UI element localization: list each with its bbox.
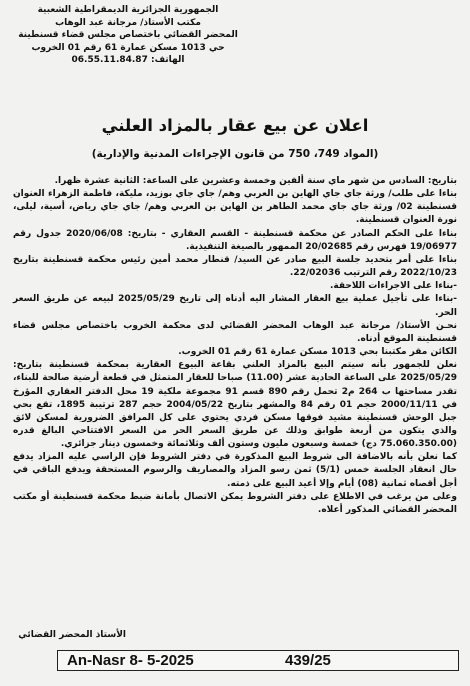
body-paragraph-payment-terms: كما نعلن بأنه بالاضافة الى شروط البيع المذكورة في دفتر الشروط فإن الراسي عليه المزاد يدفع حال انعقاد الجلسة خمس (5/1) ثمن رسو المزاد والمصاريف والرسوم المستحقة ويدفع الباقي في أجل أقصاه ثمانية (08) أيام وإلا أعيد البيع على ذمته.	[13, 452, 457, 489]
publication-name-date: An-Nasr 8- 5-2025	[67, 652, 194, 669]
header-address: حي 1013 مسكن عمارة 61 رقم 01 الخروب	[31, 42, 225, 53]
body-paragraph-request: بناءا على طلب/ ورثة جاي جاي الهاين بن العربي وهم/ جاي جاي بوزيد، مليكة، فاطمة الزهراء العنوان قسنطينة 02/ ورثة جاي جاي محمد الطاهر بن الهاين بن العربي وهم/ جاي جاي رياض، أسية، ليلى، نورة العنوان قسنطينة.	[13, 189, 457, 226]
body-paragraph-order: بناءا على أمر بتحديد جلسة البيع صادر عن السيد/ قنطار محمد أمين رئيس محكمة قسنطينة بتاريخ 2022/10/23 رقم الترتيب 22/02036.	[13, 254, 457, 279]
body-paragraph-date: بتاريخ: السادس من شهر ماي سنة ألفين وخمسة وعشرين على الساعة: الثانية عشرة ظهرا.	[54, 176, 457, 186]
signature-line: الأستاذ المحضر القضائي	[18, 630, 126, 640]
notice-title: اعلان عن بيع عقار بالمزاد العلني	[101, 116, 369, 135]
body-paragraph-bailiff: نحـن الأستاذ/ مرجانة عبد الوهاب المحضر القضائي لدى محكمة الخروب باختصاص مجلس قضاء قسنطينة الموقع أدناه.	[13, 320, 457, 344]
publication-footer-box	[57, 650, 459, 671]
header-bailiff: المحضر القضائي باختصاص مجلس قضاء قسنطينة	[18, 30, 238, 41]
body-paragraph-sale-details: نعلن للجمهور بأنه سيتم البيع بالمزاد العلني بقاعة البيوع العقارية بمحكمة قسنطينة بتاريخ: 2025/05/29 على الساعة الحادية عشر (11.00) صباحا للعقار المتمثل في قطعة أرضية صالحة للبناء، تقدر مساحتها ب 264 م2 تحمل رقم 890 قسم 91 مجموعة ملكية 19 محل الدفتر العقاري المؤرخ في 2000/11/11 حجم 01 رقم 84 والمشهر بتاريخ 2004/05/22 حجم 287 ترتيبة 1895، تقع بحي جبل الوحش قسنطينة مشيد فوقها مسكن فردي يحتوي على كل المرافق الضرورية لمسكن لائق والذي يتكون من أربعة طوابق وذلك عن طريق السعر الحر من السعر الافتتاحي البالغ قدره (75.060.350.00 دج) خمسة وسبعون مليون وستون ألف وثلاثمائة وخمسون دينار جزائري.	[13, 360, 458, 450]
body-paragraph-procedures: -بناءا على الاجراءات اللاحقة.	[329, 281, 457, 292]
body-paragraph-office-address: الكائن مقر مكتبنا بحي 1013 مسكن عمارة 61 رقم 01 الخروب.	[178, 347, 457, 358]
header-republic: الجمهورية الجزائرية الديمقراطية الشعبية	[37, 5, 219, 15]
header-phone: الهاتف: 06.55.11.84.87	[71, 55, 185, 66]
body-paragraph-postponement: -بناءا على تأجيل عملية بيع العقار المشار اليه أدناه إلى تاريخ 2025/05/29 لبيعه عن طريق السعر الحر.	[13, 294, 457, 318]
notice-subtitle: (المواد 749، 750 من قانون الإجراءات المدنية والإدارية)	[91, 148, 379, 160]
publication-reference: 439/25	[285, 652, 331, 669]
header-office: مكتب الأستاذ/ مرجانة عبد الوهاب	[55, 17, 201, 28]
office-header	[18, 4, 238, 67]
notice-body	[13, 175, 457, 517]
body-paragraph-contact: وعلى من يرغب في الاطلاع على دفتر الشروط يمكن الاتصال بأمانة ضبط محكمة قسنطينة أو مكتب المحضر القضائي المذكور أعلاه.	[13, 491, 457, 515]
body-paragraph-judgment: بناءا على الحكم الصادر عن محكمة قسنطينة - القسم العقاري - بتاريخ: 2020/06/08 جدول رقم 19/06977 فهرس رقم 20/02685 الممهور بالصيغة التنفيذية.	[13, 228, 457, 252]
